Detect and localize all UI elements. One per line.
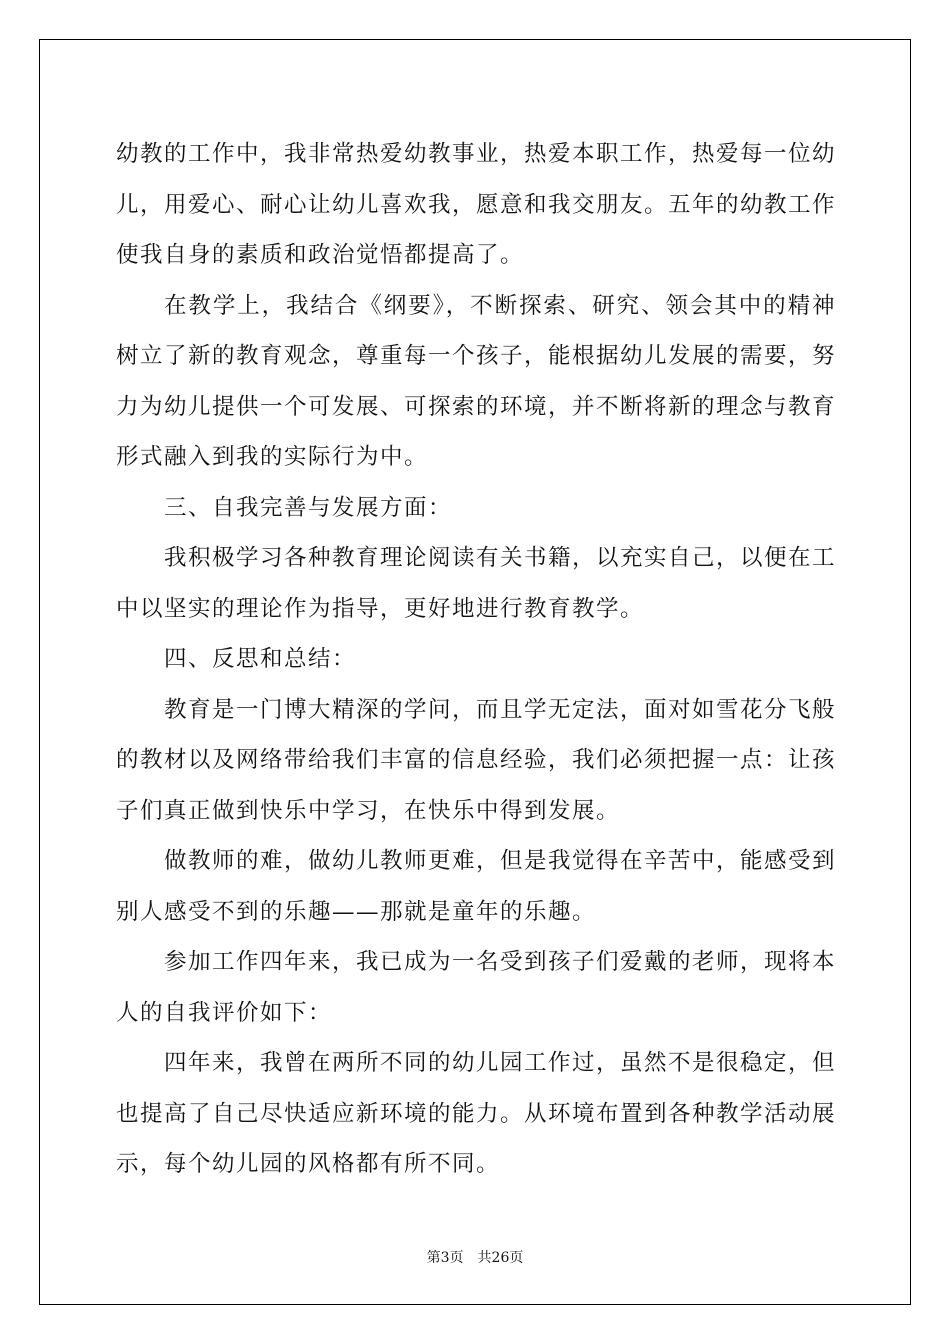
page-number: 第3页 [426, 1250, 464, 1266]
paragraph-2: 在教学上，我结合《纲要》，不断探索、研究、领会其中的精神树立了新的教育观念，尊重每一个孩子，能根据幼儿发展的需要，努力为幼儿提供一个可发展、可探索的环境，并不断将新的理念与教育形式融入到我的实际行为中。 [116, 292, 837, 470]
document-body [116, 129, 836, 1190]
paragraph-8: 参加工作四年来，我已成为一名受到孩子们爱戴的老师，现将本人的自我评价如下： [116, 949, 837, 1026]
section-heading-4: 四、反思和总结： [164, 646, 357, 672]
paragraph-1: 幼教的工作中，我非常热爱幼教事业，热爱本职工作，热爱每一位幼儿，用爱心、耐心让幼儿喜欢我，愿意和我交朋友。五年的幼教工作使我自身的素质和政治觉悟都提高了。 [116, 141, 837, 268]
section-heading-3: 三、自我完善与发展方面： [164, 494, 453, 521]
paragraph-7: 做教师的难，做幼儿教师更难，但是我觉得在辛苦中，能感受到别人感受不到的乐趣——那就是童年的乐趣。 [116, 848, 837, 925]
page-footer [0, 1247, 950, 1267]
page-total: 共26页 [477, 1250, 524, 1266]
paragraph-4: 我积极学习各种教育理论阅读有关书籍，以充实自己，以便在工中以坚实的理论作为指导，更好地进行教育教学。 [116, 545, 837, 622]
paragraph-9: 四年来，我曾在两所不同的幼儿园工作过，虽然不是很稳定，但也提高了自己尽快适应新环境的能力。从环境布置到各种教学活动展示，每个幼儿园的风格都有所不同。 [116, 1050, 837, 1177]
paragraph-6: 教育是一门博大精深的学问，而且学无定法，面对如雪花分飞般的教材以及网络带给我们丰富的信息经验，我们必须把握一点：让孩子们真正做到快乐中学习，在快乐中得到发展。 [116, 696, 837, 824]
